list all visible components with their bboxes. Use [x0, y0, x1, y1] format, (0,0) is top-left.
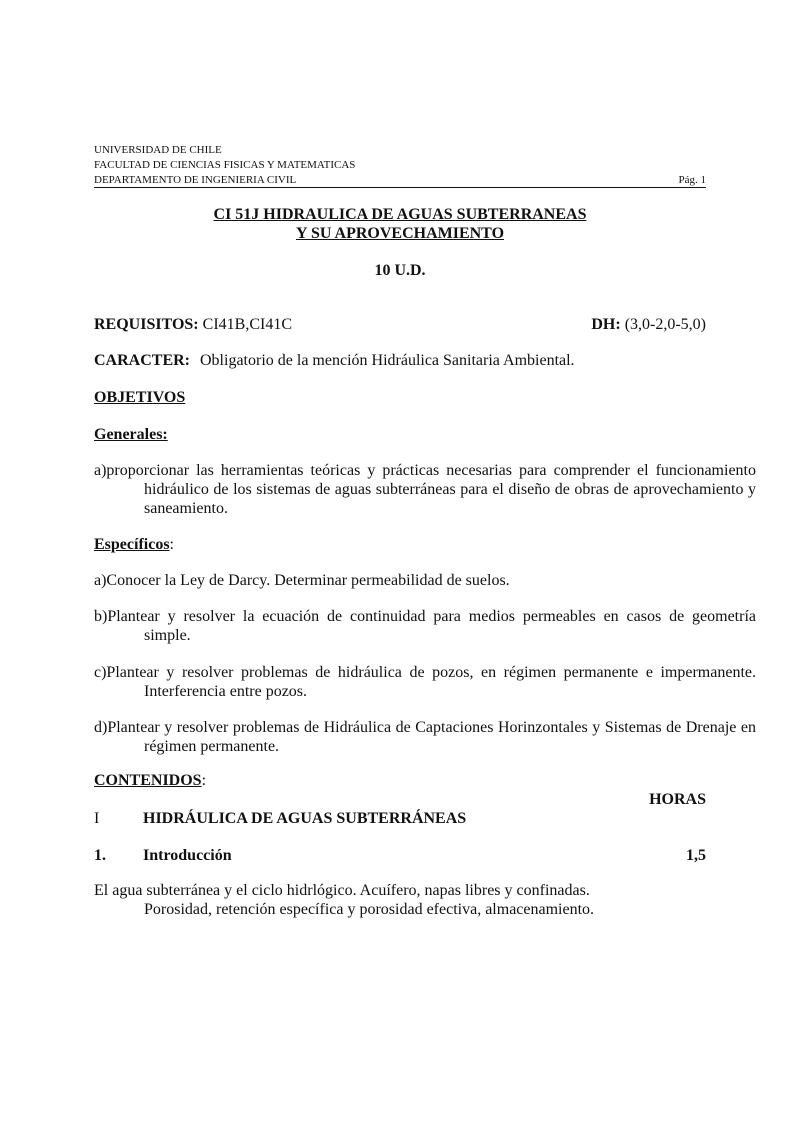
- course-title-line1: CI 51J HIDRAULICA DE AGUAS SUBTERRANEAS: [213, 206, 587, 223]
- caracter-value: Obligatorio de la mención Hidráulica Sanitaria Ambiental.: [200, 352, 575, 369]
- especificos-item-b: b)Plantear y resolver la ecuación de continuidad para medios permeables en casos de geometría simple.: [94, 608, 756, 644]
- header-rule: [94, 187, 706, 188]
- contenidos-heading-colon: :: [201, 772, 207, 789]
- header-university: UNIVERSIDAD DE CHILE: [94, 144, 222, 156]
- contenidos-heading: [94, 772, 206, 790]
- especificos-item-d: d)Plantear y resolver problemas de Hidráulica de Captaciones Horinzontales y Sistemas de Drenaje en régimen permanente.: [94, 719, 756, 755]
- dh-hours: [591, 316, 706, 334]
- especificos-item-c: c)Plantear y resolver problemas de hidráulica de pozos, en régimen permanente e impermanente. Interferencia entre pozos.: [94, 664, 756, 700]
- section-number: I: [94, 810, 100, 827]
- especificos-heading-colon: :: [169, 536, 174, 553]
- header-faculty: FACULTAD DE CIENCIAS FISICAS Y MATEMATICAS: [94, 159, 356, 171]
- generales-heading: Generales:: [94, 426, 168, 443]
- item-description-line2: Porosidad, retención específica y porosidad efectiva, almacenamiento.: [144, 901, 595, 918]
- course-title-line2: Y SU APROVECHAMIENTO: [295, 225, 505, 242]
- dh-value: (3,0-2,0-5,0): [620, 316, 706, 333]
- item-hours: 1,5: [686, 847, 706, 864]
- especificos-heading-text: Específicos: [94, 536, 170, 553]
- horas-label: HORAS: [649, 791, 706, 808]
- section-title: HIDRÁULICA DE AGUAS SUBTERRÁNEAS: [143, 810, 467, 827]
- item-description-line1: El agua subterránea y el ciclo hidrlógico. Acuífero, napas libres y confinadas.: [94, 882, 590, 899]
- item-title: Introducción: [143, 847, 232, 864]
- objetivos-heading: OBJETIVOS: [94, 389, 186, 406]
- header-department: DEPARTAMENTO DE INGENIERIA CIVIL: [94, 174, 297, 186]
- requisites-value: CI41B,CI41C: [198, 316, 292, 333]
- especificos-item-a: a)Conocer la Ley de Darcy. Determinar permeabilidad de suelos.: [94, 572, 510, 589]
- course-credits: 10 U.D.: [374, 262, 426, 279]
- item-number: 1.: [94, 847, 106, 864]
- contenidos-heading-text: CONTENIDOS: [94, 772, 202, 789]
- requisites-label: REQUISITOS:: [94, 316, 199, 333]
- requisites: [94, 316, 292, 334]
- caracter-label: CARACTER:: [94, 352, 190, 369]
- caracter: [94, 352, 575, 370]
- generales-item-a: a)proporcionar las herramientas teóricas y prácticas necesarias para comprender el funcionamiento hidráulico de los sistemas de aguas subterráneas para el diseño de obras de aprovechamiento y saneamiento.: [94, 462, 756, 517]
- dh-label: DH:: [591, 316, 621, 333]
- especificos-heading: [94, 536, 174, 554]
- header-page-number: Pág. 1: [678, 174, 706, 186]
